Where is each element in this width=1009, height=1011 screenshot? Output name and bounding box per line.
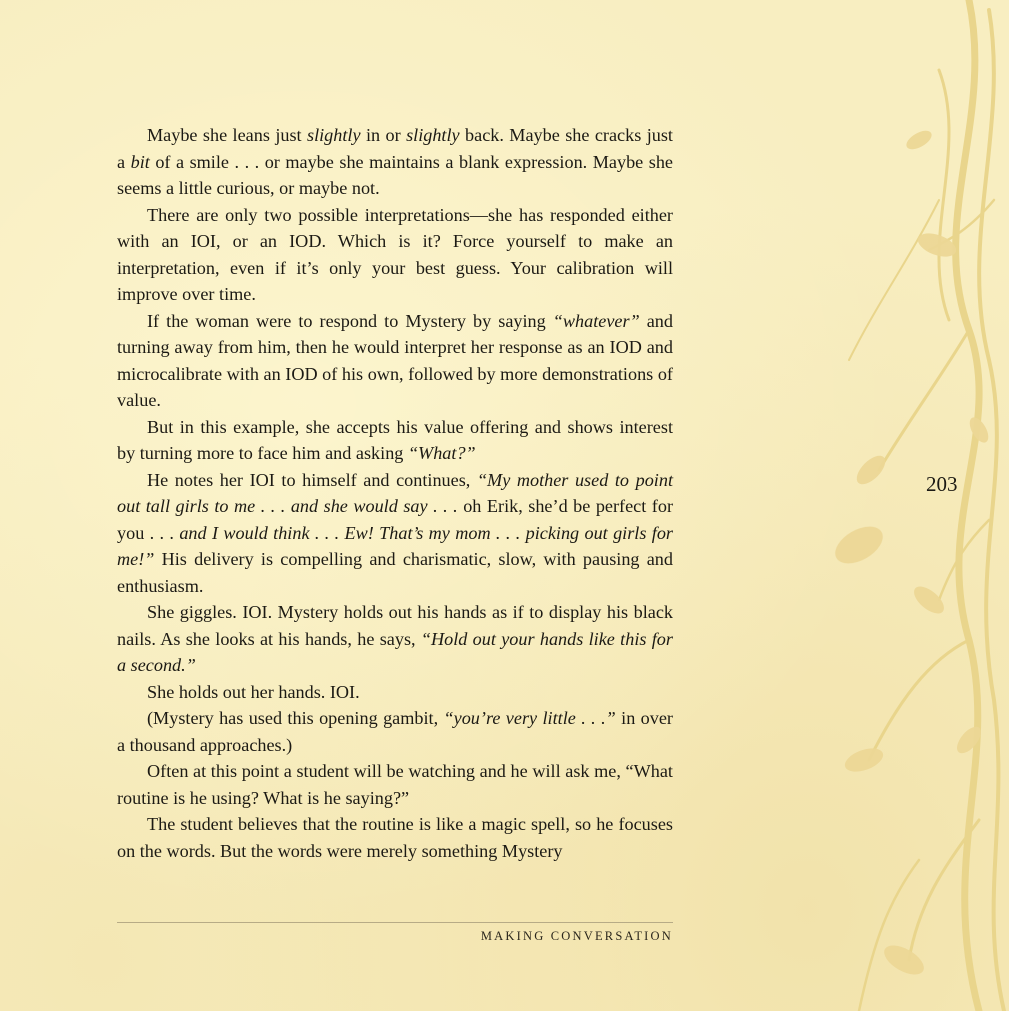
body-text (117, 122, 673, 864)
text-run: His delivery is compelling and charismatic, slow, with pausing and enthusiasm. (117, 549, 673, 596)
italic-text: “you’re very little . . .” (443, 708, 616, 728)
running-footer: MAKING CONVERSATION (480, 929, 673, 943)
text-run: If the woman were to respond to Mystery by saying (147, 310, 553, 331)
paragraph (117, 122, 673, 202)
text-run: and turning away from him, then he would interpret her response as an IOD and microcalibrate with an IOD of his own, followed by more demonstrations of value. (117, 310, 673, 410)
text-run: She giggles. IOI. Mystery holds out his hands as if to display his black nails. As she looks at his hands, he says, (117, 602, 673, 649)
page-number: 203 (926, 472, 958, 496)
italic-text: “Hold out your hands like this for a second.” (117, 628, 673, 675)
text-run: oh Erik, she’d be perfect for you . . . (117, 496, 674, 543)
paragraph (117, 202, 673, 308)
italic-text: bit (130, 151, 150, 172)
paragraph (117, 758, 673, 811)
italic-text: slightly (406, 125, 460, 145)
paragraph (117, 414, 673, 467)
vine-decoration (819, 0, 1009, 1011)
paragraph (117, 467, 673, 600)
text-run: He notes her IOI to himself and continues, (147, 469, 477, 490)
text-run: Often at this point a student will be watching and he will ask me, “What routine is he using? What is he saying?” (117, 761, 673, 808)
text-run: There are only two possible interpretations—she has responded either with an IOI, or an IOD. Which is it? Force yourself to make an interpretation, even if it’s only your best guess. Your calibration will improve over time. (117, 204, 673, 304)
footer-rule (117, 922, 673, 923)
text-run: in over a thousand approaches.) (117, 708, 673, 755)
italic-text: “My mother used to point out tall girls to me . . . and she would say . . . (117, 469, 673, 516)
text-run: in or (360, 125, 407, 145)
paragraph (117, 811, 673, 864)
text-run: back. Maybe she cracks just a (117, 125, 673, 172)
italic-text: “What?” (407, 443, 476, 463)
text-run: But in this example, she accepts his value offering and shows interest by turning more to face him and asking (117, 416, 673, 463)
paragraph (117, 679, 673, 706)
text-run: of a smile . . . or maybe she maintains a blank expression. Maybe she seems a little curious, or maybe not. (117, 151, 673, 198)
text-run: The student believes that the routine is like a magic spell, so he focuses on the words. But the words were merely something Mystery (117, 814, 673, 861)
paragraph (117, 308, 673, 414)
italic-text: “whatever” (552, 310, 640, 331)
paragraph (117, 599, 673, 679)
paragraph (117, 705, 673, 758)
text-run: She holds out her hands. IOI. (147, 681, 360, 702)
text-run: Maybe she leans just (147, 125, 307, 145)
italic-text: slightly (307, 125, 361, 145)
italic-text: and I would think . . . Ew! That’s my mom . . . picking out girls for me!” (117, 522, 673, 569)
text-run: (Mystery has used this opening gambit, (147, 708, 444, 728)
